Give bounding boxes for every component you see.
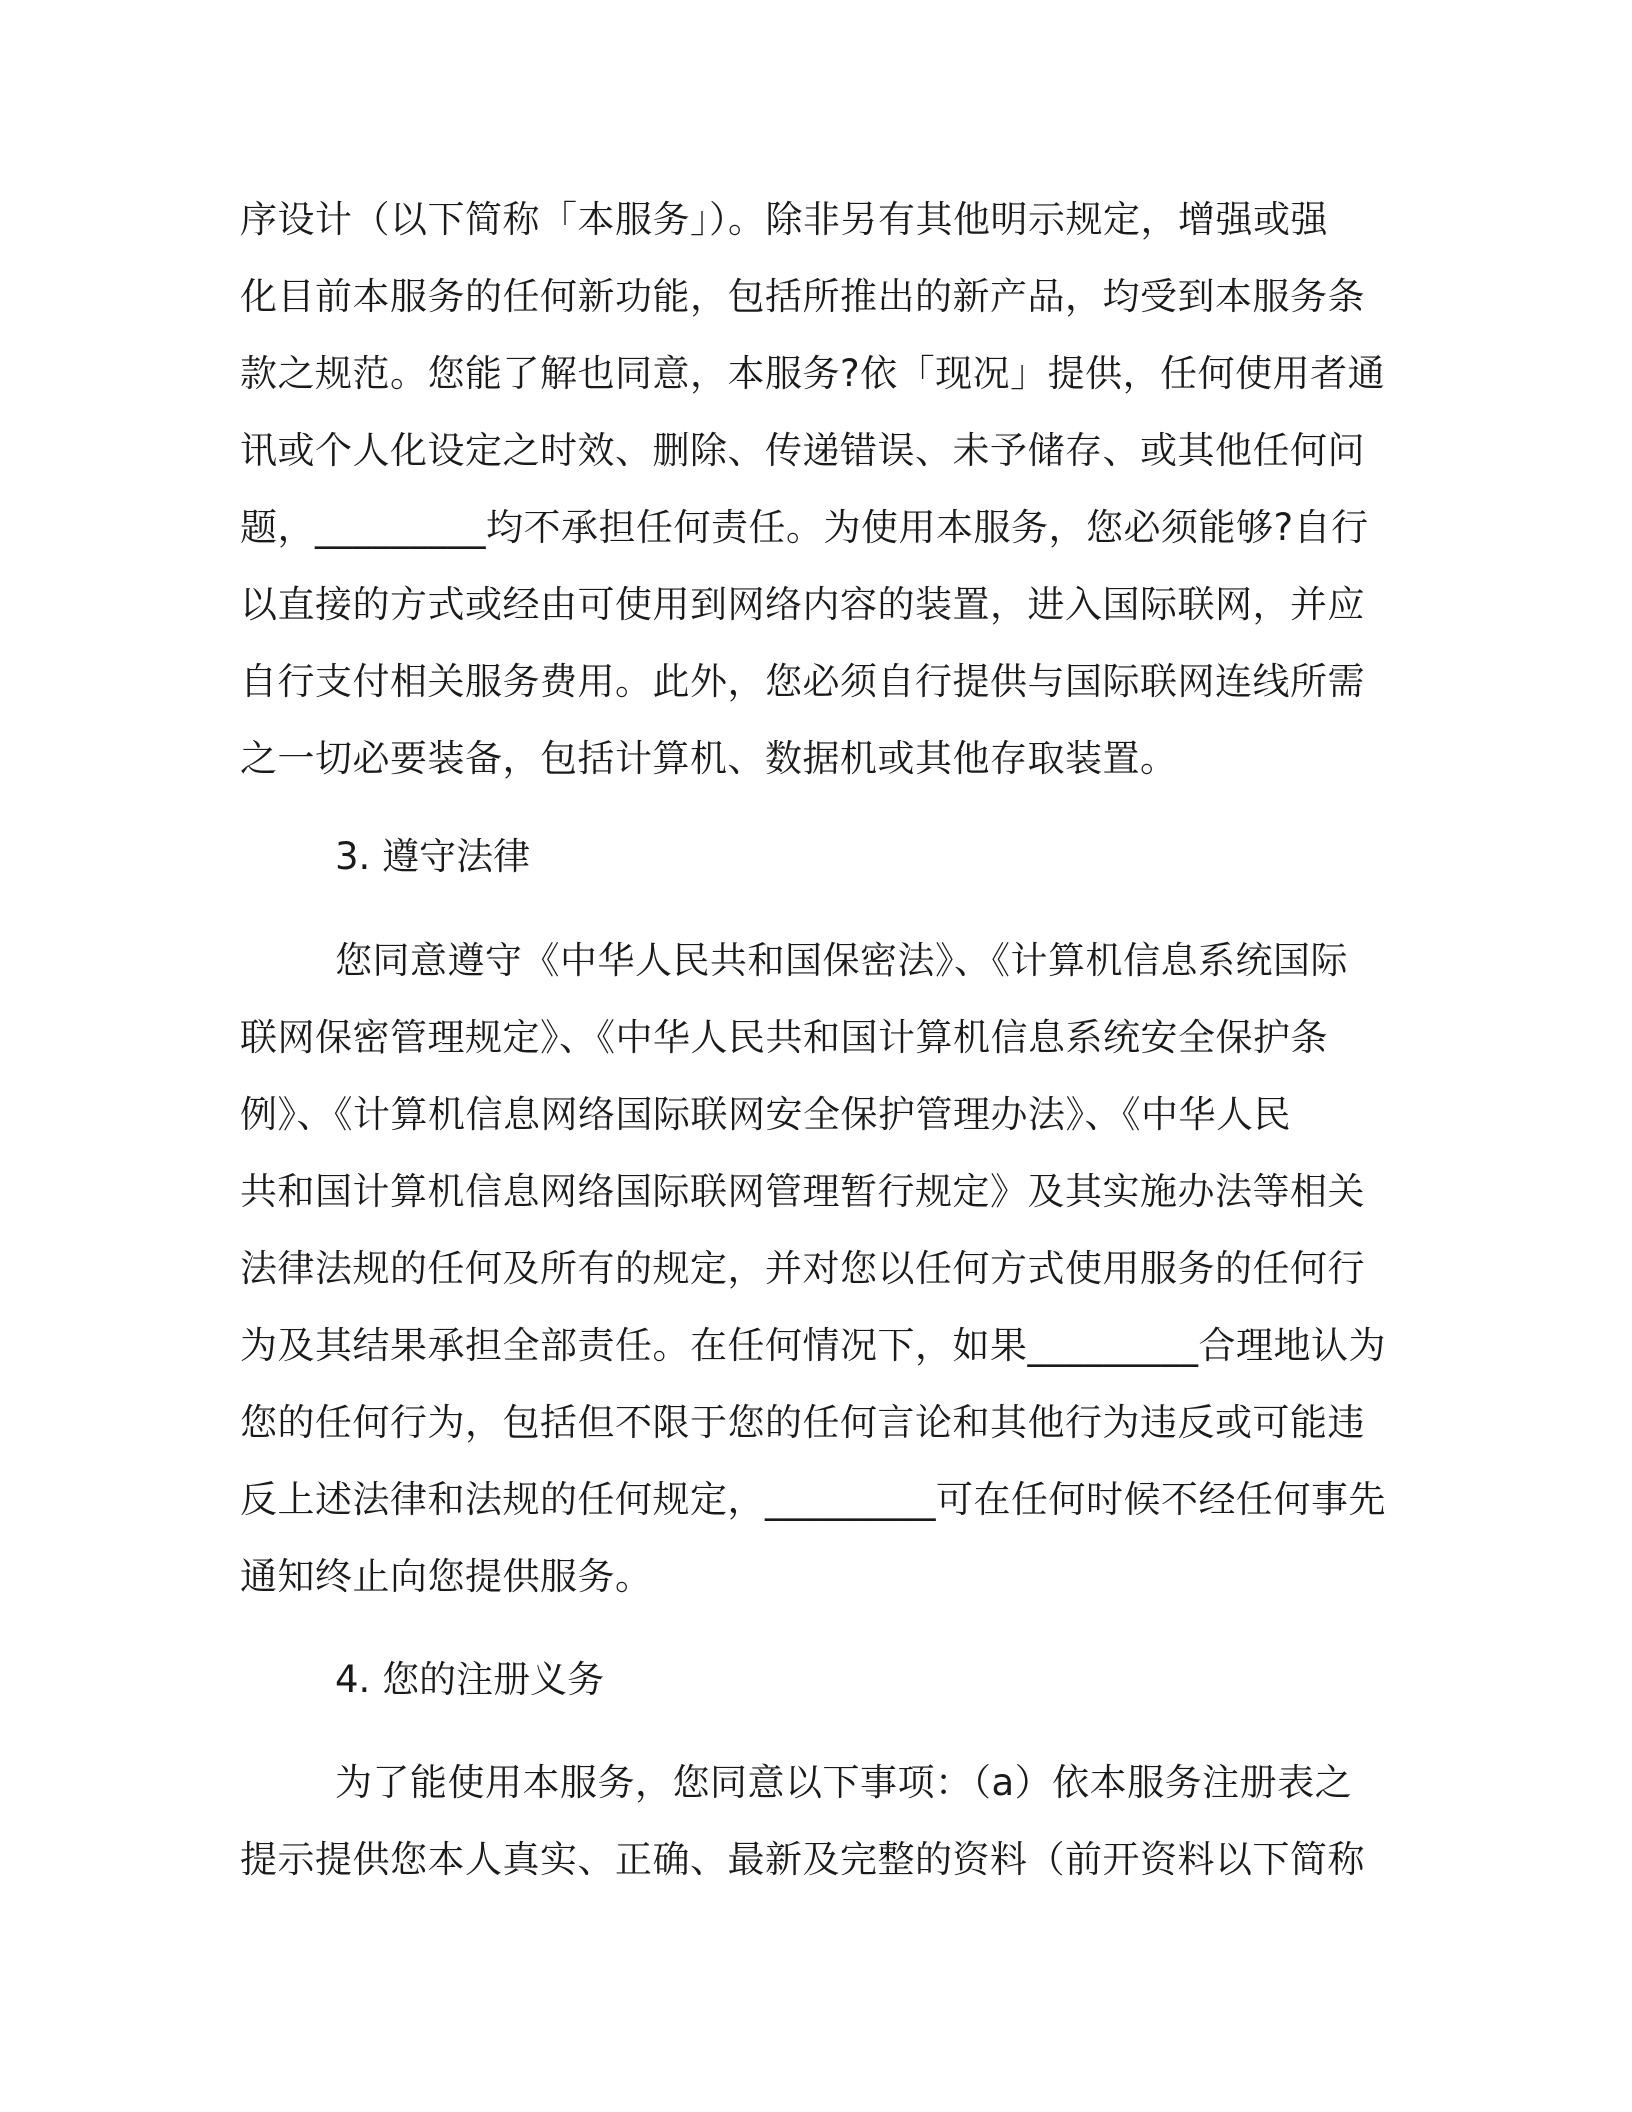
paragraph-line: 自行支付相关服务费用。此外，您必须自行提供与国际联网连线所需 (240, 660, 1365, 703)
paragraph-service-terms (240, 181, 1400, 797)
paragraph-line: 通知终止向您提供服务。 (240, 1555, 653, 1598)
paragraph-line: 以直接的方式或经由可使用到网络内容的装置，进入国际联网，并应 (240, 583, 1365, 626)
paragraph-line: 讯或个人化设定之时效、删除、传递错误、未予储存、或其他任何问 (240, 429, 1365, 472)
paragraph-line: 为了能使用本服务，您同意以下事项：（a）依本服务注册表之 (335, 1761, 1353, 1804)
paragraph-comply-law (240, 922, 1400, 1615)
paragraph-line: 您同意遵守《中华人民共和国保密法》、《计算机信息系统国际 (335, 939, 1348, 982)
paragraph-line: 法律法规的任何及所有的规定，并对您以任何方式使用服务的任何行 (240, 1247, 1365, 1290)
paragraph-line: 您的任何行为，包括但不限于您的任何言论和其他行为违反或可能违 (240, 1401, 1365, 1444)
paragraph-line: 共和国计算机信息网络国际联网管理暂行规定》及其实施办法等相关 (240, 1170, 1365, 1213)
section-heading-comply-law: 3. 遵守法律 (335, 835, 531, 878)
paragraph-registration (240, 1744, 1400, 1898)
paragraph-line: 例》、《计算机信息网络国际联网安全保护管理办法》、《中华人民 (240, 1093, 1291, 1136)
paragraph-line: 为及其结果承担全部责任。在任何情况下，如果_________合理地认为 (240, 1324, 1386, 1367)
paragraph-line: 反上述法律和法规的任何规定，_________可在任何时候不经任何事先 (240, 1478, 1386, 1521)
paragraph-line: 序设计（以下简称「本服务」）。除非另有其他明示规定，增强或强 (240, 198, 1328, 241)
paragraph-line: 化目前本服务的任何新功能，包括所推出的新产品，均受到本服务条 (240, 275, 1365, 318)
paragraph-line: 之一切必要装备，包括计算机、数据机或其他存取装置。 (240, 737, 1178, 780)
paragraph-line: 款之规范。您能了解也同意，本服务?依「现况」提供，任何使用者通 (240, 352, 1386, 395)
paragraph-line: 题，_________均不承担任何责任。为使用本服务，您必须能够?自行 (240, 506, 1369, 549)
paragraph-line: 提示提供您本人真实、正确、最新及完整的资料（前开资料以下简称 (240, 1838, 1365, 1881)
paragraph-line: 联网保密管理规定》、《中华人民共和国计算机信息系统安全保护条 (240, 1016, 1328, 1059)
section-heading-registration: 4. 您的注册义务 (335, 1658, 605, 1701)
